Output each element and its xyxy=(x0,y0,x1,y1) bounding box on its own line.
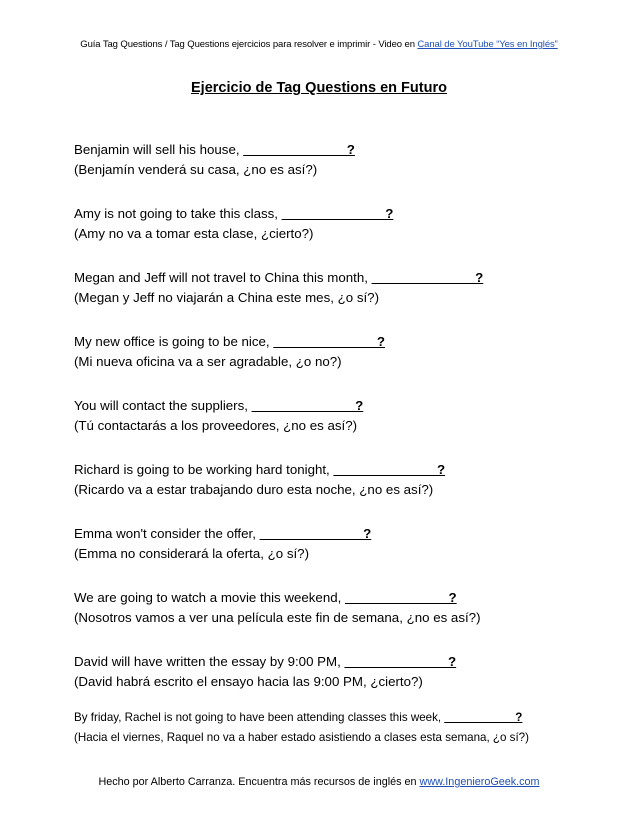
exercise-item-2 xyxy=(74,204,594,268)
exercise-item-3 xyxy=(74,268,594,332)
page-footer xyxy=(0,776,638,788)
exercise-translation: (Hacia el viernes, Raquel no va a haber estado asistiendo a clases esta semana, ¿o sí?) xyxy=(74,731,529,744)
answer-blank[interactable]: ______________? xyxy=(273,334,385,349)
exercise-translation: (Mi nueva oficina va a ser agradable, ¿o no?) xyxy=(74,354,342,369)
exercise-sentence: Benjamin will sell his house, ______________? xyxy=(74,142,355,157)
exercise-item-5 xyxy=(74,396,594,460)
answer-blank[interactable]: ______________? xyxy=(281,206,394,221)
exercise-item-8 xyxy=(74,588,594,652)
exercise-list xyxy=(74,140,594,764)
page-title: Ejercicio de Tag Questions en Futuro xyxy=(191,80,447,96)
answer-blank[interactable]: ______________? xyxy=(333,462,446,477)
answer-blank[interactable]: ___________? xyxy=(444,711,523,724)
answer-blank[interactable]: ______________? xyxy=(371,270,484,285)
exercise-sentence: Richard is going to be working hard tonight, ______________? xyxy=(74,462,446,477)
exercise-item-4 xyxy=(74,332,594,396)
exercise-item-6 xyxy=(74,460,594,524)
exercise-translation: (Megan y Jeff no viajarán a China este mes, ¿o sí?) xyxy=(74,290,379,305)
exercise-sentence: You will contact the suppliers, ______________? xyxy=(74,398,364,413)
exercise-sentence: Emma won't consider the offer, ______________? xyxy=(74,526,372,541)
exercise-item-7 xyxy=(74,524,594,588)
youtube-channel-link[interactable]: Canal de YouTube “Yes en Inglés” xyxy=(417,39,558,50)
answer-blank[interactable]: ______________? xyxy=(345,590,457,605)
answer-blank[interactable]: ______________? xyxy=(243,142,355,157)
exercise-sentence: By friday, Rachel is not going to have been attending classes this week, ___________? xyxy=(74,711,523,724)
answer-blank[interactable]: ______________? xyxy=(344,654,457,669)
exercise-translation: (Nosotros vamos a ver una película este fin de semana, ¿no es así?) xyxy=(74,610,481,625)
header-text: Guía Tag Questions / Tag Questions ejercicios para resolver e imprimir - Video en xyxy=(80,39,418,50)
answer-blank[interactable]: ______________? xyxy=(259,526,372,541)
exercise-item-1 xyxy=(74,140,594,204)
footer-text: Hecho por Alberto Carranza. Encuentra más recursos de inglés en xyxy=(98,776,420,788)
exercise-translation: (Ricardo va a estar trabajando duro esta noche, ¿no es así?) xyxy=(74,482,434,497)
exercise-sentence: Megan and Jeff will not travel to China this month, ______________? xyxy=(74,270,484,285)
website-link[interactable]: www.IngenieroGeek.com xyxy=(419,776,540,788)
exercise-translation: (Emma no considerará la oferta, ¿o sí?) xyxy=(74,546,310,561)
page-header xyxy=(0,39,638,50)
exercise-item-10 xyxy=(74,708,594,764)
exercise-translation: (Benjamín venderá su casa, ¿no es así?) xyxy=(74,162,318,177)
exercise-sentence: Amy is not going to take this class, ______________? xyxy=(74,206,394,221)
answer-blank[interactable]: ______________? xyxy=(251,398,364,413)
exercise-sentence: David will have written the essay by 9:00 PM, ______________? xyxy=(74,654,457,669)
exercise-translation: (Amy no va a tomar esta clase, ¿cierto?) xyxy=(74,226,314,241)
exercise-sentence: My new office is going to be nice, ______________? xyxy=(74,334,385,349)
exercise-translation: (David habrá escrito el ensayo hacia las 9:00 PM, ¿cierto?) xyxy=(74,674,423,689)
exercise-item-9 xyxy=(74,652,594,708)
exercise-translation: (Tú contactarás a los proveedores, ¿no es así?) xyxy=(74,418,358,433)
exercise-sentence: We are going to watch a movie this weekend, ______________? xyxy=(74,590,457,605)
